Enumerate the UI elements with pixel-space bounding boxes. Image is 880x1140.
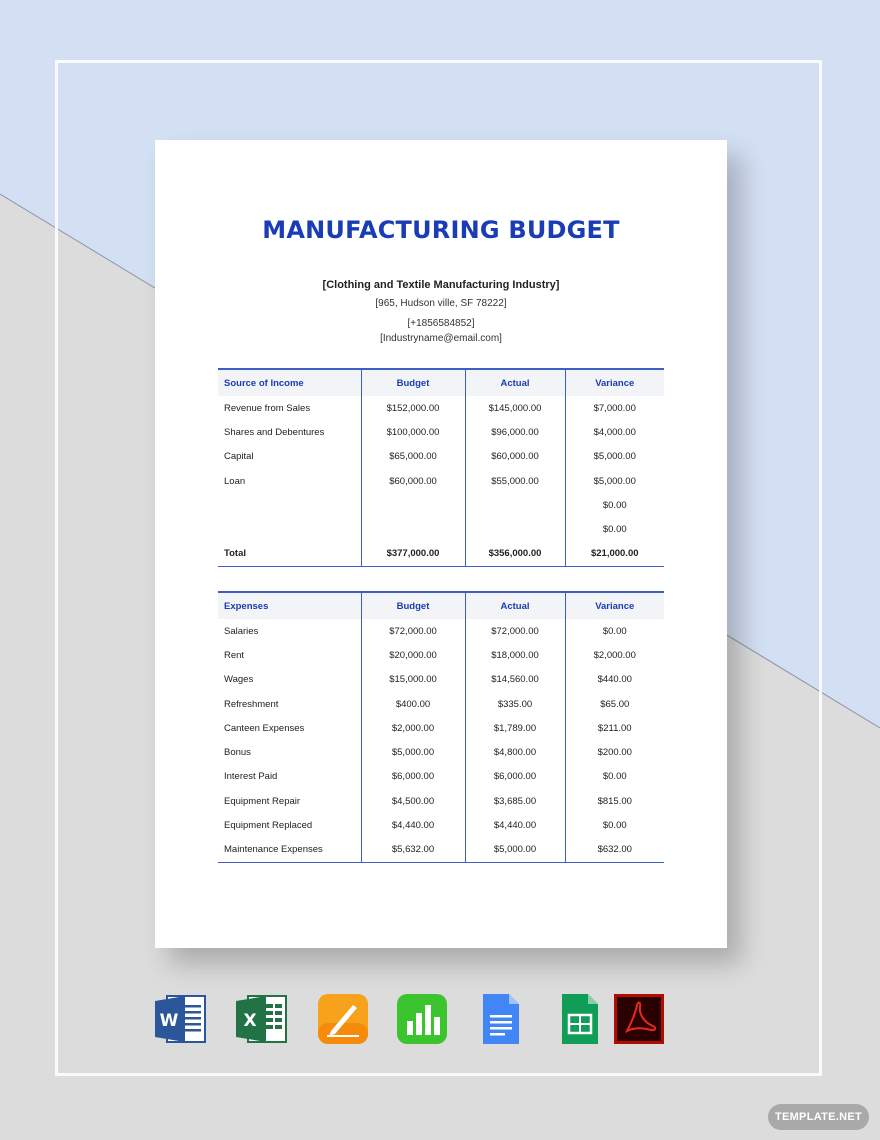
- expense-item-cell: Bonus: [224, 747, 251, 759]
- table-row: [218, 445, 664, 469]
- expense-budget-cell: $400.00: [361, 692, 465, 716]
- income-table: [218, 368, 664, 567]
- expense-actual-cell: $1,789.00: [465, 716, 565, 740]
- income-total-row: [218, 542, 664, 567]
- expense-actual-cell: $3,685.00: [465, 789, 565, 813]
- income-actual-cell: [465, 493, 565, 517]
- company-phone: [+1856584852]: [407, 318, 475, 329]
- expense-budget-cell: $2,000.00: [361, 716, 465, 740]
- income-total-variance: $21,000.00: [565, 542, 664, 567]
- table-row: [218, 420, 664, 444]
- expense-item-cell: Equipment Repair: [224, 795, 301, 807]
- document-page: [155, 140, 727, 948]
- table-row: [218, 838, 664, 863]
- expense-item-cell: Rent: [224, 649, 245, 661]
- table-row: [218, 517, 664, 541]
- company-email: [Industryname@email.com]: [380, 333, 502, 344]
- expense-actual-cell: $4,440.00: [465, 813, 565, 837]
- income-variance-cell: $0.00: [565, 493, 664, 517]
- table-row: [218, 643, 664, 667]
- expense-actual-cell: $18,000.00: [465, 643, 565, 667]
- document-title: MANUFACTURING BUDGET: [262, 216, 620, 244]
- expense-budget-cell: $5,632.00: [361, 838, 465, 863]
- income-actual-cell: $55,000.00: [465, 469, 565, 493]
- income-source-cell: Loan: [224, 475, 246, 487]
- expenses-header-budget: Budget: [361, 592, 465, 619]
- expense-actual-cell: $14,560.00: [465, 668, 565, 692]
- expense-actual-cell: $6,000.00: [465, 765, 565, 789]
- word-icon-letter: W: [159, 1011, 179, 1031]
- expense-item-cell: Wages: [224, 674, 254, 686]
- table-row: [218, 469, 664, 493]
- expense-item-cell: Canteen Expenses: [224, 722, 305, 734]
- table-row: [218, 765, 664, 789]
- income-source-cell: [218, 493, 361, 517]
- income-source-cell: Capital: [224, 451, 254, 463]
- pages-icon[interactable]: [317, 993, 369, 1045]
- table-row: [218, 692, 664, 716]
- income-budget-cell: $65,000.00: [361, 445, 465, 469]
- expense-variance-cell: $0.00: [565, 619, 664, 643]
- income-source-cell: Shares and Debentures: [224, 426, 325, 438]
- expense-item-cell: Refreshment: [224, 698, 279, 710]
- income-header-source: Source of Income: [218, 369, 361, 396]
- expense-variance-cell: $65.00: [565, 692, 664, 716]
- income-total-budget: $377,000.00: [361, 542, 465, 567]
- table-row: [218, 716, 664, 740]
- expense-budget-cell: $20,000.00: [361, 643, 465, 667]
- expense-actual-cell: $72,000.00: [465, 619, 565, 643]
- income-header-budget: Budget: [361, 369, 465, 396]
- income-budget-cell: $152,000.00: [361, 396, 465, 420]
- income-variance-cell: $0.00: [565, 517, 664, 541]
- table-row: [218, 619, 664, 643]
- google-sheets-icon[interactable]: [554, 993, 606, 1045]
- expense-variance-cell: $815.00: [565, 789, 664, 813]
- word-icon[interactable]: [155, 993, 207, 1045]
- expense-item-cell: Salaries: [224, 625, 259, 637]
- expense-item-cell: Equipment Replaced: [224, 820, 313, 832]
- company-name: [Clothing and Textile Manufacturing Industry]: [322, 279, 560, 291]
- expense-variance-cell: $2,000.00: [565, 643, 664, 667]
- income-header-variance: Variance: [565, 369, 664, 396]
- numbers-icon[interactable]: [396, 993, 448, 1045]
- income-variance-cell: $7,000.00: [565, 396, 664, 420]
- expense-item-cell: Maintenance Expenses: [218, 838, 361, 863]
- expense-actual-cell: $5,000.00: [465, 838, 565, 863]
- income-header-actual: Actual: [465, 369, 565, 396]
- income-budget-cell: $60,000.00: [361, 469, 465, 493]
- income-actual-cell: $145,000.00: [465, 396, 565, 420]
- income-actual-cell: $60,000.00: [465, 445, 565, 469]
- adobe-pdf-icon[interactable]: [613, 993, 665, 1045]
- expenses-header-variance: Variance: [565, 592, 664, 619]
- company-address: [965, Hudson ville, SF 78222]: [375, 298, 507, 309]
- expense-budget-cell: $72,000.00: [361, 619, 465, 643]
- excel-icon-letter: X: [243, 1011, 257, 1031]
- income-budget-cell: [361, 517, 465, 541]
- table-row: [218, 740, 664, 764]
- expense-item-cell: Interest Paid: [224, 771, 278, 783]
- income-variance-cell: $4,000.00: [565, 420, 664, 444]
- income-source-cell: Revenue from Sales: [224, 402, 311, 414]
- expense-budget-cell: $5,000.00: [361, 740, 465, 764]
- expense-budget-cell: $4,440.00: [361, 813, 465, 837]
- income-actual-cell: $96,000.00: [465, 420, 565, 444]
- expense-actual-cell: $4,800.00: [465, 740, 565, 764]
- income-variance-cell: $5,000.00: [565, 469, 664, 493]
- expenses-header-item: Expenses: [218, 592, 361, 619]
- income-source-cell: [218, 517, 361, 541]
- expense-variance-cell: $0.00: [565, 813, 664, 837]
- income-budget-cell: $100,000.00: [361, 420, 465, 444]
- table-row: [218, 493, 664, 517]
- income-variance-cell: $5,000.00: [565, 445, 664, 469]
- income-total-label: Total: [218, 542, 361, 567]
- expense-variance-cell: $632.00: [565, 838, 664, 863]
- app-format-icons: [155, 993, 665, 1045]
- expense-variance-cell: $0.00: [565, 765, 664, 789]
- template-net-watermark: TEMPLATE.NET: [768, 1104, 869, 1130]
- income-budget-cell: [361, 493, 465, 517]
- expenses-header-actual: Actual: [465, 592, 565, 619]
- income-total-actual: $356,000.00: [465, 542, 565, 567]
- expenses-header-row: [218, 592, 664, 619]
- expense-variance-cell: $440.00: [565, 668, 664, 692]
- google-docs-icon[interactable]: [475, 993, 527, 1045]
- table-row: [218, 668, 664, 692]
- income-header-row: [218, 369, 664, 396]
- income-actual-cell: [465, 517, 565, 541]
- expense-actual-cell: $335.00: [465, 692, 565, 716]
- table-row: [218, 813, 664, 837]
- excel-icon[interactable]: [236, 993, 288, 1045]
- expenses-table: [218, 591, 664, 863]
- table-row: [218, 396, 664, 420]
- expense-variance-cell: $211.00: [565, 716, 664, 740]
- expense-variance-cell: $200.00: [565, 740, 664, 764]
- expense-budget-cell: $15,000.00: [361, 668, 465, 692]
- expense-budget-cell: $6,000.00: [361, 765, 465, 789]
- expense-budget-cell: $4,500.00: [361, 789, 465, 813]
- table-row: [218, 789, 664, 813]
